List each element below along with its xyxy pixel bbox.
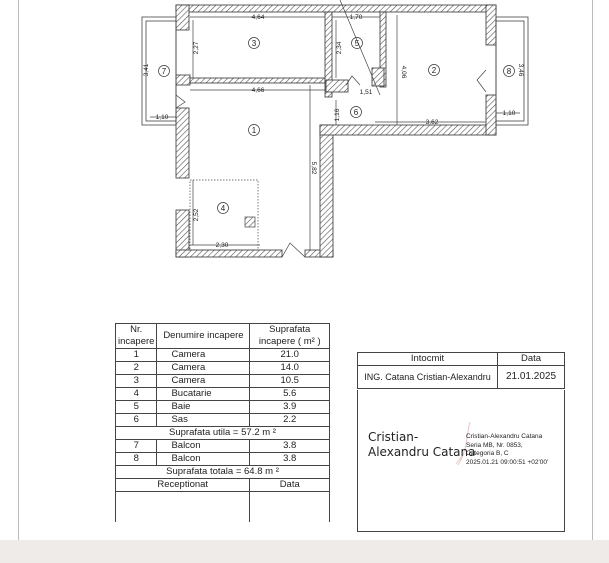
cell-name: Baie (157, 401, 250, 414)
room-number: 8 (506, 67, 512, 76)
header-area: Suprafata incapere ( m² ) (250, 324, 330, 349)
dim-label: 3,41 (143, 63, 150, 77)
table-row (116, 401, 330, 414)
received-label: Receptionat (116, 479, 250, 492)
cell-area: 3.9 (250, 401, 330, 414)
table-row (116, 362, 330, 375)
dim-label: 5,82 (310, 161, 317, 175)
received-signature-cell (116, 492, 250, 523)
made-by-label: Intocmit (358, 353, 498, 366)
dim-label: 3,62 (425, 119, 439, 126)
cell-nr: 5 (116, 401, 157, 414)
cell-name: Balcon (157, 440, 250, 453)
received-date-cell (250, 492, 330, 523)
table-row (116, 440, 330, 453)
cell-name: Camera (157, 362, 250, 375)
cell-area: 14.0 (250, 362, 330, 375)
cell-nr: 6 (116, 414, 157, 427)
cell-area: 3.8 (250, 453, 330, 466)
table-row (116, 414, 330, 427)
date: 21.01.2025 (498, 366, 565, 389)
date-label: Data (498, 353, 565, 366)
cell-name: Camera (157, 349, 250, 362)
table-row (116, 349, 330, 362)
dim-label: 2,52 (193, 208, 200, 222)
room-number: 4 (220, 204, 226, 213)
cell-nr: 7 (116, 440, 157, 453)
cell-name: Sas (157, 414, 250, 427)
dim-label: 3,46 (517, 63, 524, 77)
cell-area: 3.8 (250, 440, 330, 453)
signature-table (357, 352, 565, 389)
dim-label: 1,10 (502, 110, 516, 117)
cell-area: 10.5 (250, 375, 330, 388)
room-number: 1 (251, 126, 257, 135)
cell-nr: 2 (116, 362, 157, 375)
dim-label: 4,64 (251, 14, 265, 21)
room-number: 2 (431, 66, 437, 75)
table-row (116, 375, 330, 388)
room-number: 3 (251, 39, 257, 48)
header-nr: Nr. incapere (116, 324, 157, 349)
dim-label: 2,34 (336, 41, 343, 55)
cell-area: 2.2 (250, 414, 330, 427)
dim-label: 1,16 (334, 108, 341, 122)
viewer-background (0, 540, 609, 563)
cell-nr: 4 (116, 388, 157, 401)
cell-nr: 3 (116, 375, 157, 388)
cell-name: Bucatarie (157, 388, 250, 401)
dim-label: 4,06 (400, 65, 407, 79)
room-number: 5 (354, 39, 360, 48)
signer-name: Cristian- (368, 430, 419, 444)
signature-detail: Cristian-Alexandru Catana (466, 433, 543, 440)
dim-label: 2,30 (215, 242, 229, 249)
cell-name: Balcon (157, 453, 250, 466)
dim-label: 2,27 (193, 41, 200, 55)
header-name: Denumire incapere (157, 324, 250, 349)
dim-label: 4,66 (251, 87, 265, 94)
cell-nr: 1 (116, 349, 157, 362)
signature-detail: 2025.01.21 09:00:51 +02'00' (466, 458, 549, 466)
cell-area: 5.6 (250, 388, 330, 401)
room-number: 6 (353, 108, 359, 117)
made-by: ING. Catana Cristian-Alexandru (358, 366, 498, 389)
cell-nr: 8 (116, 453, 157, 466)
room-number: 7 (161, 67, 167, 76)
signature-detail: Categoria B, C (466, 450, 509, 457)
useful-area: Suprafata utila = 57.2 m ² (116, 427, 330, 440)
digital-signature (357, 390, 565, 532)
dim-label: 1,70 (349, 14, 363, 21)
total-area: Suprafata totala = 64.8 m ² (116, 466, 330, 479)
signer-name: Alexandru Catana (368, 445, 476, 459)
table-row (116, 388, 330, 401)
table-row (116, 453, 330, 466)
dim-label: 1,10 (155, 114, 169, 121)
dim-label: 1,51 (359, 89, 373, 96)
cell-name: Camera (157, 375, 250, 388)
cell-area: 21.0 (250, 349, 330, 362)
received-date-label: Data (250, 479, 330, 492)
signature-detail: Seria MB, Nr. 0853, (466, 441, 523, 449)
rooms-table (115, 323, 330, 522)
